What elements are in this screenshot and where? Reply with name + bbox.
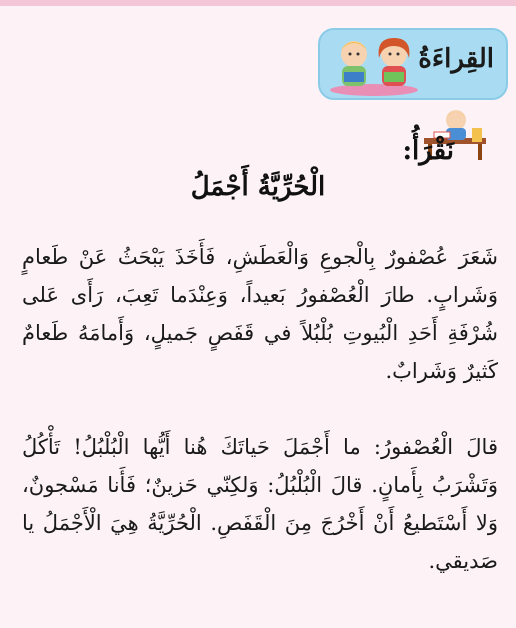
section-heading: نَقْرَأُ: [402,136,454,166]
lesson-title: القِراءَةُ [418,44,494,74]
children-reading-icon [326,34,422,96]
story-paragraph-2: قالَ الْعُصْفورُ: ما أَجْمَلَ حَياتَكَ هُنا أَيُّها الْبُلْبُلُ! تَأْكُلُ وَتَشْرَبُ بِأَمانٍ. قالَ الْبُلْبُلُ: وَلكِنّي حَزينٌ؛ فَأَنا مَسْجونٌ، وَلا أَسْتَطيعُ أَنْ أَخْرُجَ مِنَ الْقَفَصِ. الْحُرِّيَّةُ هِيَ الْأَجْمَلُ يا صَديقي. [22,435,498,573]
story-title: الْحُرِّيَّةُ أَجْمَلُ [190,172,326,202]
story-paragraph-1: شَعَرَ عُصْفورٌ بِالْجوعِ وَالْعَطَشِ، فَأَخَذَ يَبْحَثُ عَنْ طَعامٍ وَشَرابٍ. طارَ الْعُصْفورُ بَعيداً، وَعِنْدَما تَعِبَ، رَأَى عَلى شُرْفَةِ أَحَدِ الْبُيوتِ بُلْبُلاً في قَفَصٍ جَميلٍ، وَأَمامَهُ طَعامٌ كَثيرٌ وَشَرابٌ. [22,245,498,383]
reading-badge [318,28,508,100]
top-border [0,0,516,6]
